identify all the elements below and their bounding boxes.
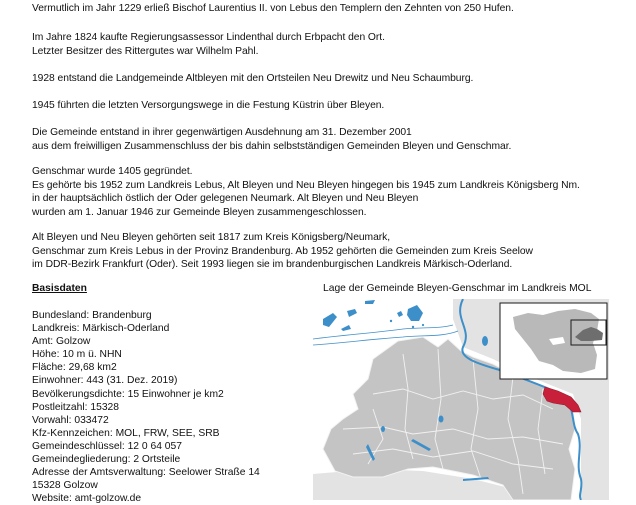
- location-map: [313, 299, 609, 500]
- text-line: Im Jahre 1824 kaufte Regierungsassessor Lindenthal durch Erbpacht den Ort.: [32, 32, 385, 43]
- paragraph-1945: [32, 99, 384, 113]
- text-line: im DDR-Bezirk Frankfurt (Oder). Seit 1993 liegen sie im brandenburgischen Landkreis Märkisch-Oderland.: [32, 259, 513, 270]
- text-line: Vermutlich im Jahr 1229 erließ Bischof Laurentius II. von Lebus den Templern den Zehnten von 250 Hufen.: [32, 3, 514, 14]
- map-caption: Lage der Gemeinde Bleyen-Genschmar im Landkreis MOL: [323, 283, 592, 294]
- paragraph-1817: [32, 231, 533, 272]
- fact-flaeche: Fläche: 29,68 km2: [32, 362, 117, 374]
- text-line: in der hauptsächlich östlich der Oder gelegenen Neumark. Alt Bleyen und Neu Bleyen: [32, 193, 419, 204]
- basisdaten-heading: Basisdaten: [32, 283, 87, 294]
- text-line: Die Gemeinde entstand in ihrer gegenwärtigen Ausdehnung am 31. Dezember 2001: [32, 127, 412, 138]
- fact-postleitzahl: Postleitzahl: 15328: [32, 401, 120, 413]
- text-line: aus dem freiwilligen Zusammenschluss der bis dahin selbstständigen Gemeinden Bleyen und Genschmar.: [32, 140, 512, 152]
- text-line: Alt Bleyen und Neu Bleyen gehörten seit 1817 zum Kreis Königsberg/Neumark,: [32, 232, 391, 243]
- fact-amt: Amt: Golzow: [32, 336, 91, 348]
- fact-vorwahl: Vorwahl: 033472: [32, 414, 109, 426]
- text-line: 1945 führten die letzten Versorgungswege in die Festung Küstrin über Bleyen.: [32, 100, 385, 111]
- text-line: Letzter Besitzer des Rittergutes war Wilhelm Pahl.: [32, 45, 259, 57]
- fact-website: Website: amt-golzow.de: [32, 493, 142, 505]
- inset-map: [500, 303, 607, 379]
- fact-landkreis: Landkreis: Märkisch-Oderland: [32, 323, 170, 335]
- basisdaten-list: [32, 309, 260, 505]
- paragraph-1928: [32, 72, 473, 86]
- text-line: 1928 entstand die Landgemeinde Altbleyen mit den Ortsteilen Neu Drewitz und Neu Schaumburg.: [32, 73, 474, 84]
- paragraph-2001: [32, 126, 511, 153]
- fact-einwohner: Einwohner: 443 (31. Dez. 2019): [32, 375, 178, 387]
- paragraph-templars: [32, 2, 514, 16]
- paragraph-genschmar: [32, 165, 580, 219]
- fact-dichte: Bevölkerungsdichte: 15 Einwohner je km2: [32, 388, 224, 400]
- paragraph-1824: [32, 31, 385, 58]
- text-line: wurden am 1. Januar 1946 zur Gemeinde Bleyen zusammengeschlossen.: [32, 206, 367, 218]
- fact-hoehe: Höhe: 10 m ü. NHN: [32, 349, 122, 361]
- text-line: Es gehörte bis 1952 zum Landkreis Lebus, Alt Bleyen und Neu Bleyen hingegen bis 1945 zum Landkreis Königsberg Nm.: [32, 179, 580, 191]
- text-line: Genschmar wurde 1405 gegründet.: [32, 166, 193, 177]
- fact-bundesland: Bundesland: Brandenburg: [32, 310, 152, 321]
- location-map-graphic: [313, 299, 609, 500]
- fact-gemeindegliederung: Gemeindegliederung: 2 Ortsteile: [32, 454, 181, 466]
- text-line: Genschmar zum Kreis Lebus in der Provinz Brandenburg. Ab 1952 gehörten die Gemeinden zum Kreis Seelow: [32, 245, 533, 257]
- fact-gemeindeschluessel: Gemeindeschlüssel: 12 0 64 057: [32, 440, 182, 452]
- fact-kfz: Kfz-Kennzeichen: MOL, FRW, SEE, SRB: [32, 427, 220, 439]
- fact-adresse: Adresse der Amtsverwaltung: Seelower Straße 14: [32, 467, 260, 479]
- fact-adresse-ort: 15328 Golzow: [32, 480, 98, 492]
